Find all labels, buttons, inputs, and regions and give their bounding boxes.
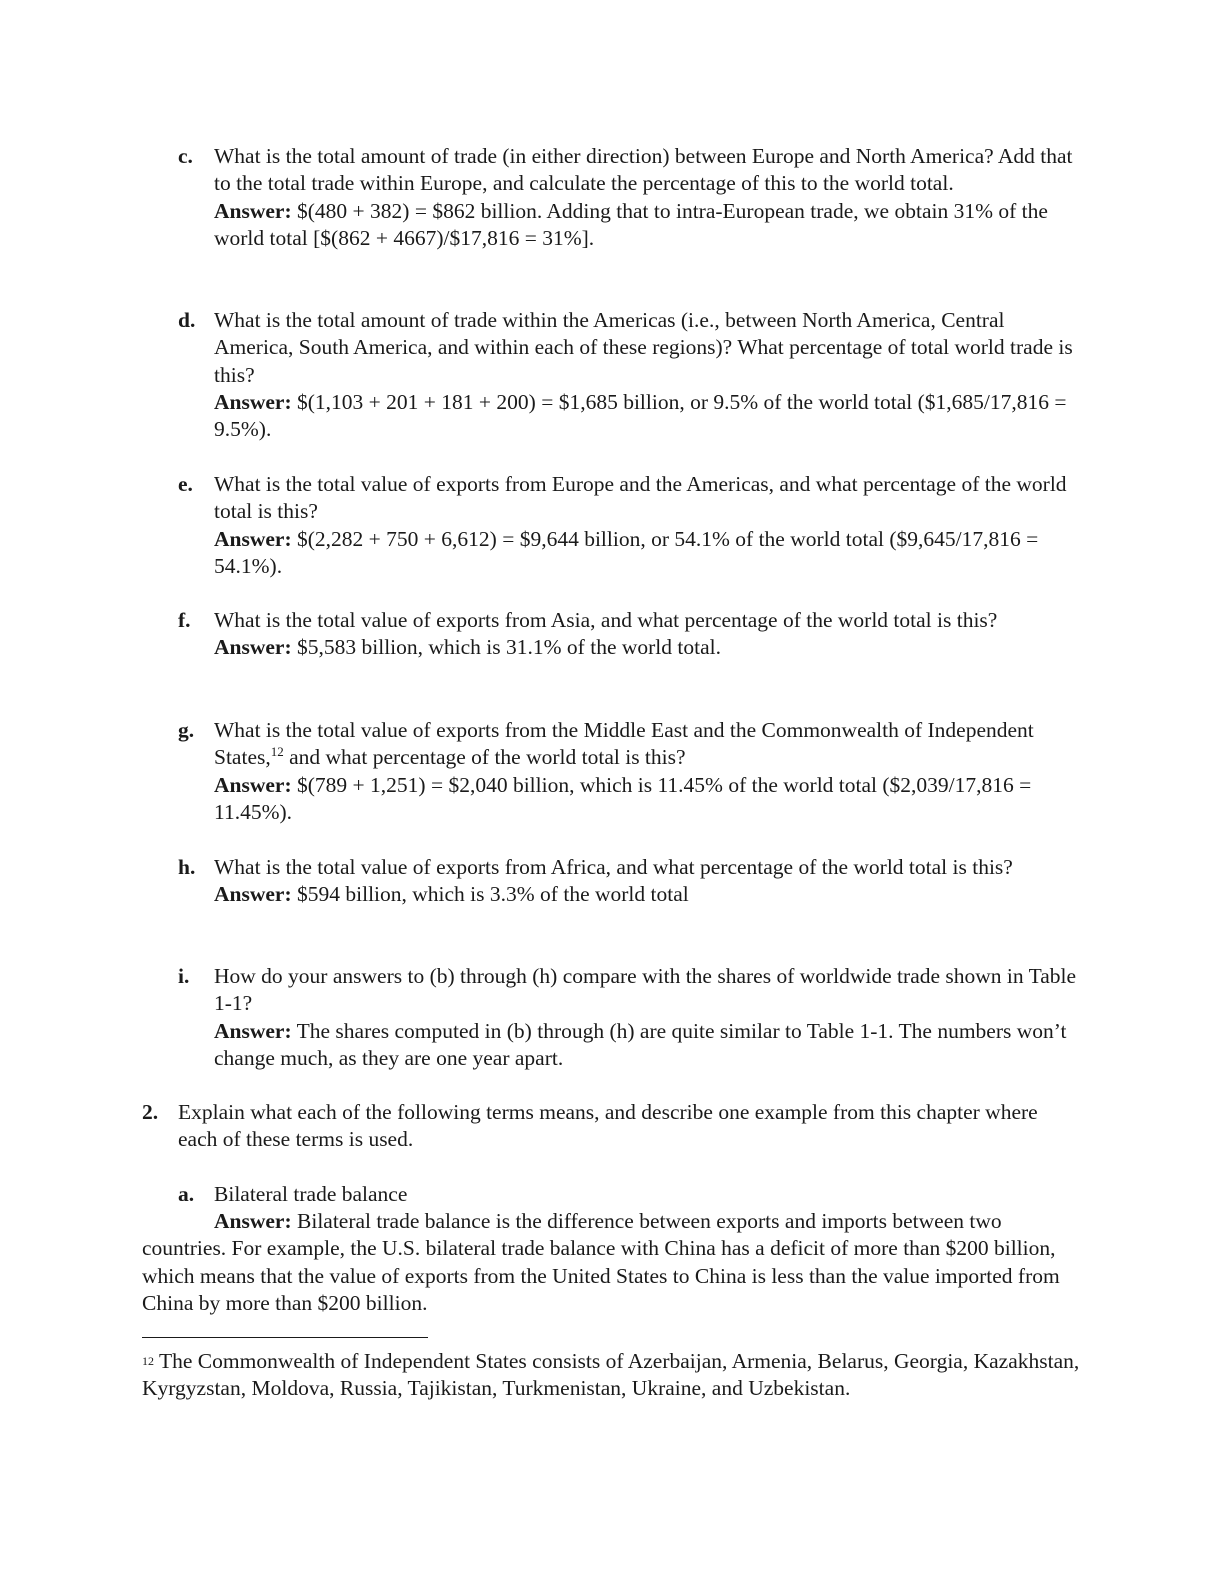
item-label: a. xyxy=(178,1182,195,1206)
question-text: What is the total value of exports from Europe and the Americas, and what percentage of the world total is this? xyxy=(214,472,1067,524)
answer-2a xyxy=(142,1208,1082,1317)
footnote-text: The Commonwealth of Independent States consists of Azerbaijan, Armenia, Belarus, Georgia, Kazakhstan, Kyrgyzstan, Moldova, Russia, Tajikistan, Turkmenistan, Ukraine, and Uzbekistan. xyxy=(142,1349,1080,1401)
question-text: What is the total value of exports from Asia, and what percentage of the world total is this? xyxy=(214,608,998,632)
answer-text xyxy=(214,1018,1078,1073)
question-2a xyxy=(178,1181,1078,1208)
footnote xyxy=(142,1348,1082,1403)
answer-text xyxy=(214,526,1078,581)
footnote-divider xyxy=(142,1337,428,1338)
question-i xyxy=(178,963,1078,1072)
question-c xyxy=(178,143,1078,252)
answer-body: $594 billion, which is 3.3% of the world total xyxy=(291,882,689,907)
answer-text xyxy=(214,772,1078,827)
answer-label: Answer: xyxy=(214,198,292,223)
answer-body: $(1,103 + 201 + 181 + 200) = $1,685 billion, or 9.5% of the world total ($1,685/17,816 = 9.5%). xyxy=(214,389,1067,442)
answer-text xyxy=(214,389,1078,444)
item-label: i. xyxy=(178,964,190,988)
answer-label: Answer: xyxy=(214,526,292,551)
question-text: What is the total amount of trade within the Americas (i.e., between North America, Central America, South America, and within each of these regions)? What percentage of total world trade is this? xyxy=(214,308,1073,387)
answer-label: Answer: xyxy=(214,882,292,907)
item-label: f. xyxy=(178,608,191,632)
answer-label: Answer: xyxy=(214,1018,292,1043)
answer-text xyxy=(214,634,1078,661)
question-text: Explain what each of the following terms means, and describe one example from this chapter where each of these terms is used. xyxy=(178,1100,1038,1152)
question-text: What is the total value of exports from Africa, and what percentage of the world total is this? xyxy=(214,855,1013,879)
question-text-part: What is the total value of exports from the Middle East and the Commonwealth of Independent States, xyxy=(214,718,1034,770)
item-label: h. xyxy=(178,855,196,879)
answer-label: Answer: xyxy=(214,772,292,797)
answer-text xyxy=(214,198,1078,253)
item-label: g. xyxy=(178,718,195,742)
item-label: d. xyxy=(178,308,196,332)
answer-body: $(2,282 + 750 + 6,612) = $9,644 billion, or 54.1% of the world total ($9,645/17,816 = 54.1%). xyxy=(214,526,1039,578)
question-number: 2. xyxy=(142,1100,159,1124)
question-text-part: and what percentage of the world total is this? xyxy=(283,745,686,770)
question-2 xyxy=(142,1099,1082,1154)
question-e xyxy=(178,471,1078,580)
term-title: Bilateral trade balance xyxy=(214,1182,408,1206)
answer-body: $(480 + 382) = $862 billion. Adding that to intra-European trade, we obtain 31% of the world total [$(862 + 4667)/$17,816 = 31%]. xyxy=(214,198,1048,250)
question-text: How do your answers to (b) through (h) compare with the shares of worldwide trade shown in Table 1-1? xyxy=(214,964,1077,1016)
item-label: e. xyxy=(178,472,193,496)
answer-body: The shares computed in (b) through (h) are quite similar to Table 1-1. The numbers won’t change much, as they are one year apart. xyxy=(214,1018,1067,1070)
question-h xyxy=(178,854,1078,909)
answer-label: Answer: xyxy=(214,389,292,414)
question-d xyxy=(178,307,1078,443)
answer-body: $(789 + 1,251) = $2,040 billion, which is 11.45% of the world total ($2,039/17,816 = 11.45%). xyxy=(214,772,1032,824)
question-text: What is the total amount of trade (in either direction) between Europe and North America? Add that to the total trade within Europe, and calculate the percentage of this to the world total. xyxy=(214,144,1073,196)
footnote-number: 12 xyxy=(142,1354,154,1368)
question-text xyxy=(214,717,1078,772)
answer-label: Answer: xyxy=(214,635,292,660)
item-label: c. xyxy=(178,144,193,168)
answer-label: Answer: xyxy=(214,1209,292,1233)
answer-body: $5,583 billion, which is 31.1% of the world total. xyxy=(291,635,721,660)
question-g xyxy=(178,717,1078,826)
question-f xyxy=(178,607,1078,662)
footnote-reference[interactable]: 12 xyxy=(270,744,284,760)
answer-text xyxy=(214,881,1078,908)
answer-text xyxy=(142,1208,1082,1317)
answer-body: Bilateral trade balance is the difference between exports and imports between two countries. For example, the U.S. bilateral trade balance with China has a deficit of more than $200 billion, which means that the value of exports from the United States to China is less than the value imported from China by more than $200 billion. xyxy=(142,1209,1060,1315)
